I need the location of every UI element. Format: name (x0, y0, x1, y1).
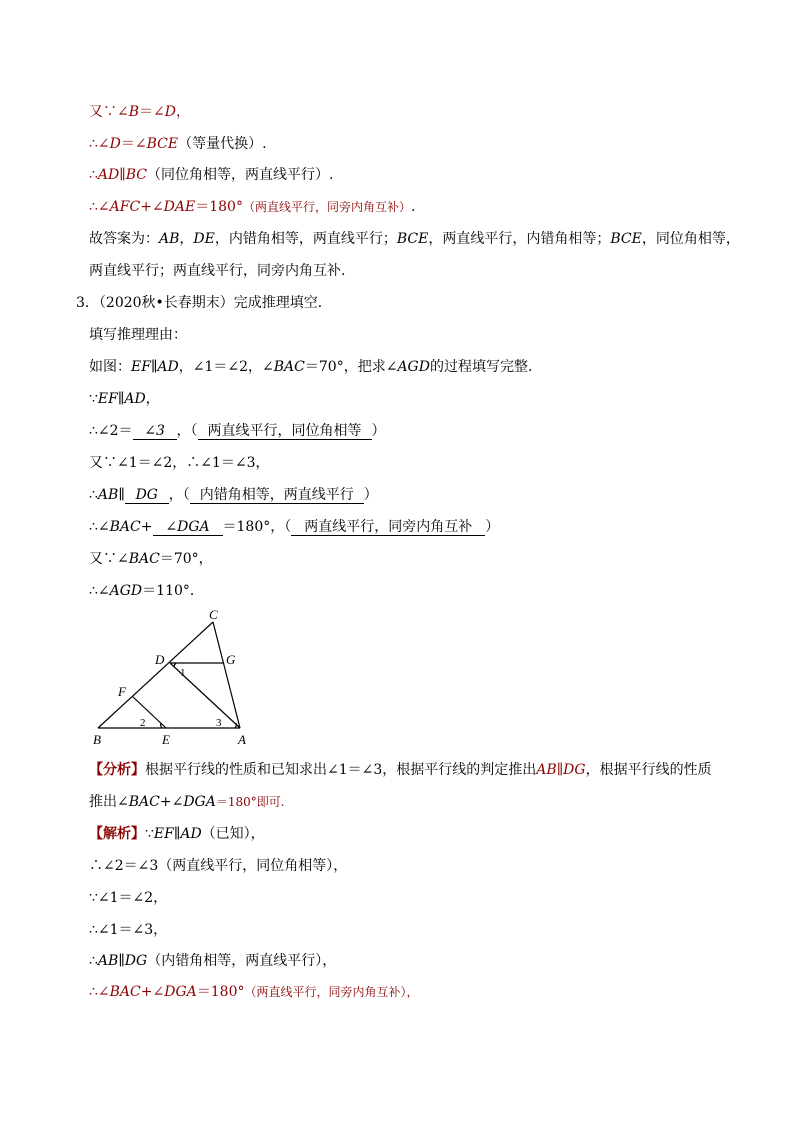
answer-blank: 两直线平行，同旁内角互补 (291, 519, 485, 536)
text: 两直线平行；两直线平行，同旁内角互补. (89, 263, 346, 279)
text: 又∵∠ (89, 104, 129, 120)
math-var: BAC (273, 359, 305, 375)
math-var: AD (180, 826, 202, 842)
text: 又∵∠ (89, 551, 129, 567)
line-15 (89, 549, 213, 569)
line-6 (89, 261, 345, 281)
analysis-line-2 (89, 792, 285, 812)
text: ， (145, 391, 160, 407)
text: ） (485, 519, 500, 535)
solution-line-2 (89, 856, 347, 876)
line-14 (89, 517, 499, 537)
text: + (140, 519, 153, 535)
line-5 (89, 229, 740, 249)
line-9 (89, 357, 542, 377)
text: 如图： (89, 359, 131, 375)
text: ∴∠2＝∠3（两直线平行，同位角相等）， (89, 858, 348, 874)
text: ∵ (89, 391, 98, 407)
text: 故答案为： (89, 231, 159, 247)
text: ∴ (89, 953, 98, 969)
text: ∥ (556, 762, 564, 778)
line-1 (89, 102, 190, 122)
text: 又∵∠1＝∠2，∴∠1＝∠3， (89, 455, 270, 471)
line-8 (89, 325, 187, 345)
math-var: AB (97, 487, 119, 503)
label-f: F (118, 684, 126, 699)
text: ∴ (89, 167, 98, 183)
label-angle-3: 3 (216, 717, 222, 729)
text: ∵∠1＝∠2， (89, 890, 168, 906)
math-var: DGA (183, 794, 216, 810)
solution-line-4 (89, 920, 167, 940)
math-var: D (109, 136, 121, 152)
label-g: G (226, 652, 236, 667)
solution-tag: 【解析】 (89, 826, 145, 842)
math-var: EF (131, 359, 151, 375)
math-var: AD (124, 391, 146, 407)
text: ∴∠1＝∠3， (89, 922, 168, 938)
text: ＝∠ (139, 104, 165, 120)
math-var: DE (193, 231, 215, 247)
label-b: B (93, 732, 101, 747)
text: ∴∠ (89, 984, 110, 1000)
label-angle-1: 1 (180, 667, 186, 679)
math-var: DG (124, 953, 148, 969)
text: . (410, 199, 416, 215)
answer-blank: DG (125, 487, 169, 504)
math-var: AB (159, 231, 180, 247)
line-4 (89, 197, 415, 217)
text: ∥ (118, 953, 125, 969)
text: +∠ (140, 199, 164, 215)
solution-line-5 (89, 951, 336, 971)
text: ＝∠ (120, 136, 147, 152)
text: （内错角相等，两直线平行）， (147, 953, 337, 969)
line-16 (89, 581, 204, 601)
text: ∵ (145, 826, 154, 842)
text: ＝70°， (159, 551, 213, 567)
question-3-header (76, 293, 332, 313)
answer-blank: ∠3 (133, 423, 177, 440)
line-11 (89, 421, 386, 441)
text: ∴∠ (89, 199, 110, 215)
line-3 (89, 165, 333, 185)
solution-line-3 (89, 888, 167, 908)
line-2 (89, 134, 267, 154)
question-text: （2020秋•长春期末）完成推理填空． (98, 295, 332, 311)
math-var: AGD (397, 359, 430, 375)
math-var: D (164, 104, 176, 120)
math-var: DG (563, 762, 586, 778)
solution-line-6 (89, 982, 419, 1002)
math-var: EF (97, 391, 118, 407)
text: ，（ (168, 487, 190, 503)
analysis-tag: 【分析】 (89, 762, 145, 778)
reason-text: （两直线平行，同旁内角互补）， (244, 985, 419, 999)
text: ，同位角相等， (641, 231, 740, 247)
line-10 (89, 389, 160, 409)
text: +∠ (140, 984, 165, 1000)
math-var: AD (97, 167, 120, 183)
text: ∴ (89, 487, 98, 503)
math-var: BAC (109, 984, 141, 1000)
text: ＝110°． (142, 583, 204, 599)
question-number: 3． (76, 295, 99, 311)
text: ，（ (176, 423, 198, 439)
reason-text: （两直线平行，同旁内角互补） (242, 200, 411, 214)
text: ） (363, 487, 378, 503)
text: ∥ (119, 167, 126, 183)
text: ， (179, 231, 194, 247)
segment-bc (98, 622, 213, 728)
text: （同位角相等，两直线平行）. (147, 167, 334, 183)
text: ＝180°，（ (222, 519, 292, 535)
text: ∥ (117, 391, 125, 407)
segment-ca (213, 622, 240, 728)
math-var: BCE (396, 231, 429, 247)
text: ，∠1＝∠2，∠ (178, 359, 274, 375)
text: 填写推理理由： (89, 327, 187, 343)
text: +∠ (159, 794, 184, 810)
math-var: DGA (164, 984, 197, 1000)
line-13 (89, 485, 378, 505)
label-angle-2: 2 (140, 717, 146, 729)
label-e: E (162, 732, 170, 747)
geometry-figure (85, 605, 255, 750)
math-var: B (128, 104, 140, 120)
answer-blank: 内错角相等，两直线平行 (190, 487, 364, 504)
math-var: EF (153, 826, 174, 842)
text: （等量代换）. (178, 136, 267, 152)
text: ＝70°，把求∠ (304, 359, 398, 375)
math-var: BCE (146, 136, 179, 152)
text: ＝180° (196, 984, 245, 1000)
line-12 (89, 453, 270, 473)
text: ∴∠ (89, 136, 110, 152)
math-var: AGD (109, 583, 143, 599)
math-var: BC (125, 167, 147, 183)
solution-line-1 (89, 824, 265, 844)
text: 推出∠ (89, 794, 129, 810)
text: ∥ (173, 826, 181, 842)
label-d: D (155, 652, 165, 667)
math-var: AB (97, 953, 119, 969)
math-var: BAC (109, 519, 141, 535)
text: ） (371, 423, 386, 439)
text: 根据平行线的性质和已知求出∠1＝∠3，根据平行线的判定推出 (145, 762, 537, 778)
math-var: BAC (128, 551, 160, 567)
label-c: C (209, 607, 218, 622)
text: ∴∠2＝ (89, 423, 133, 439)
text: ＝180° (195, 199, 243, 215)
text: ∥ (118, 487, 125, 503)
analysis-line-1 (89, 760, 712, 780)
math-var: DAE (163, 199, 196, 215)
label-a: A (238, 732, 246, 747)
text: ，内错角相等，两直线平行； (214, 231, 397, 247)
math-var: AD (157, 359, 179, 375)
text: ∴∠ (89, 519, 110, 535)
text: ∥ (150, 359, 158, 375)
math-var: BAC (128, 794, 160, 810)
text: （已知）， (201, 826, 265, 842)
math-var: AB (536, 762, 557, 778)
text: ∴∠ (89, 583, 110, 599)
text: ，两直线平行，内错角相等； (428, 231, 611, 247)
text: ＝180°即可. (215, 795, 285, 809)
answer-blank: ∠DGA (153, 519, 223, 536)
math-var: BCE (610, 231, 642, 247)
answer-blank: 两直线平行，同位角相等 (198, 423, 372, 440)
text: ， (176, 104, 190, 120)
text: 的过程填写完整． (429, 359, 542, 375)
math-var: AFC (109, 199, 141, 215)
text: ，根据平行线的性质 (585, 762, 712, 778)
